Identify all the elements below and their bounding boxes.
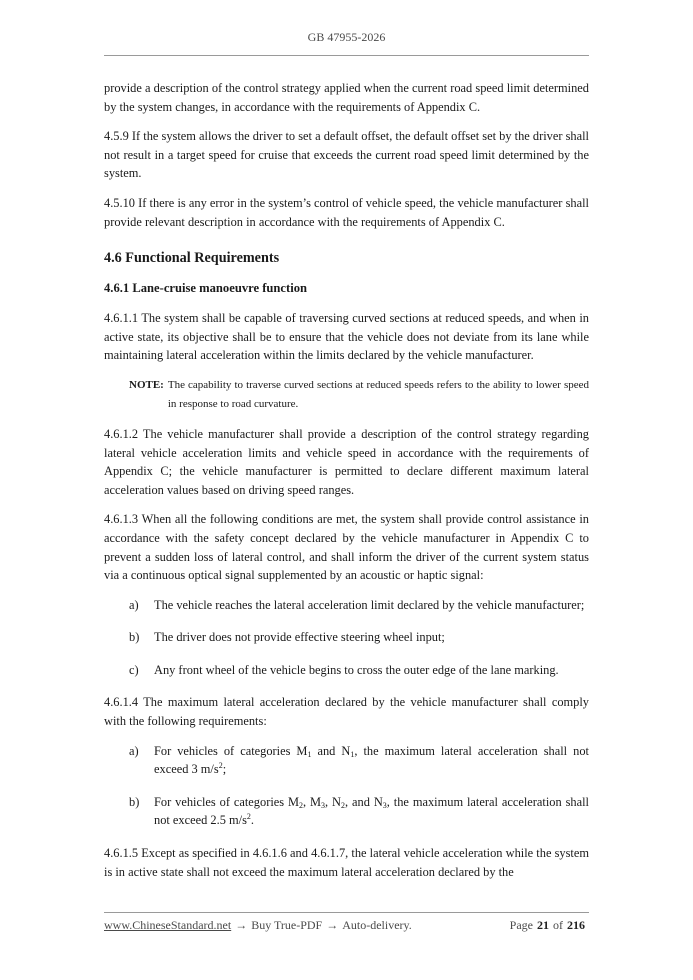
- list-item: [129, 742, 589, 779]
- clause-4-5-10: 4.5.10 If there is any error in the system’s control of vehicle speed, the vehicle manufacturer shall provide relevant description in accordance with the requirements of Appendix C.: [104, 195, 589, 229]
- auto-delivery-text: Auto-delivery.: [342, 918, 412, 932]
- list-marker: c): [129, 662, 139, 677]
- list-marker: a): [129, 743, 139, 758]
- clause-4-6-1-5: 4.6.1.5 Except as specified in 4.6.1.6 and 4.6.1.7, the lateral vehicle acceleration while the system is in active state shall not exceed the maximum lateral acceleration declared by the: [104, 846, 589, 879]
- of-label: of: [553, 918, 563, 932]
- list-marker: a): [129, 597, 139, 612]
- page-label: Page: [509, 918, 533, 932]
- paragraph-continued: provide a description of the control strategy applied when the current road speed limit determined by the system changes, in accordance with the requirements of Appendix C.: [104, 81, 589, 114]
- page-number: 21: [537, 918, 549, 932]
- footer-left: [104, 918, 412, 933]
- list-item: [129, 661, 589, 680]
- list-marker: b): [129, 794, 140, 809]
- arrow-right-icon: →: [326, 918, 339, 932]
- note-label: NOTE:: [129, 378, 164, 391]
- arrow-right-icon: →: [235, 918, 248, 932]
- buy-pdf-text: Buy True-PDF: [251, 918, 323, 932]
- page-header: GB 47955-2026: [307, 30, 386, 44]
- list-item-text: For vehicles of categories $M_2$, $M_3$, $N_2$, and $N_3$, the maximum lateral acceleration shall not exceed 2.5 $m/s^2$.: [154, 794, 590, 828]
- list-item-text: The driver does not provide effective steering wheel input;: [154, 630, 445, 645]
- header-divider: [104, 55, 589, 56]
- note-text: The capability to traverse curved sections at reduced speeds refers to the ability to lower speed in response to road curvature.: [167, 378, 589, 410]
- page-indicator: [510, 918, 589, 933]
- footer-divider: [104, 912, 589, 913]
- subsection-heading-4-6-1: 4.6.1 Lane-cruise manoeuvre function: [104, 281, 308, 296]
- site-link[interactable]: www.ChineseStandard.net: [104, 918, 232, 932]
- list-item-text: For vehicles of categories $M_1$ and $N_1$, the maximum lateral acceleration shall not exceed 3 $m/s^2$;: [154, 743, 589, 777]
- list-item-text: The vehicle reaches the lateral acceleration limit declared by the vehicle manufacturer;: [154, 597, 585, 612]
- clause-4-6-1-1: 4.6.1.1 The system shall be capable of traversing curved sections at reduced speeds, and when in active state, its objective shall be to ensure that the vehicle does not deviate from its lane while maintaining lateral acceleration within the limits declared by the vehicle manufacturer.: [104, 311, 589, 363]
- list-item: [129, 596, 589, 615]
- list-item: [129, 628, 589, 647]
- note-block: [129, 376, 589, 414]
- clause-4-6-1-4: 4.6.1.4 The maximum lateral acceleration declared by the vehicle manufacturer shall comply with the following requirements:: [104, 695, 589, 729]
- page-total: 216: [567, 918, 585, 932]
- section-heading-4-6: 4.6 Functional Requirements: [104, 250, 280, 267]
- clause-4-5-9: 4.5.9 If the system allows the driver to set a default offset, the default offset set by the driver shall not result in a target speed for cruise that exceeds the current road speed limit determined by the system.: [104, 129, 589, 181]
- document-body: [104, 79, 589, 892]
- clause-4-6-1-3: 4.6.1.3 When all the following conditions are met, the system shall provide control assistance in accordance with the safety concept declared by the vehicle manufacturer in Appendix C to prevent a sudden loss of lateral control, and shall inform the driver of the current system status via a continuous optical signal supplemented by an acoustic or haptic signal:: [104, 512, 589, 583]
- list-marker: b): [129, 630, 140, 645]
- list-item: [129, 793, 589, 830]
- page-footer: [104, 918, 589, 933]
- clause-4-6-1-2: 4.6.1.2 The vehicle manufacturer shall provide a description of the control strategy regarding lateral vehicle acceleration limits and vehicle speed in accordance with the requirements of Appendix C; the vehicle manufacturer is permitted to declare different maximum lateral acceleration values based on driving speed ranges.: [104, 426, 589, 497]
- list-item-text: Any front wheel of the vehicle begins to cross the outer edge of the lane marking.: [154, 662, 559, 677]
